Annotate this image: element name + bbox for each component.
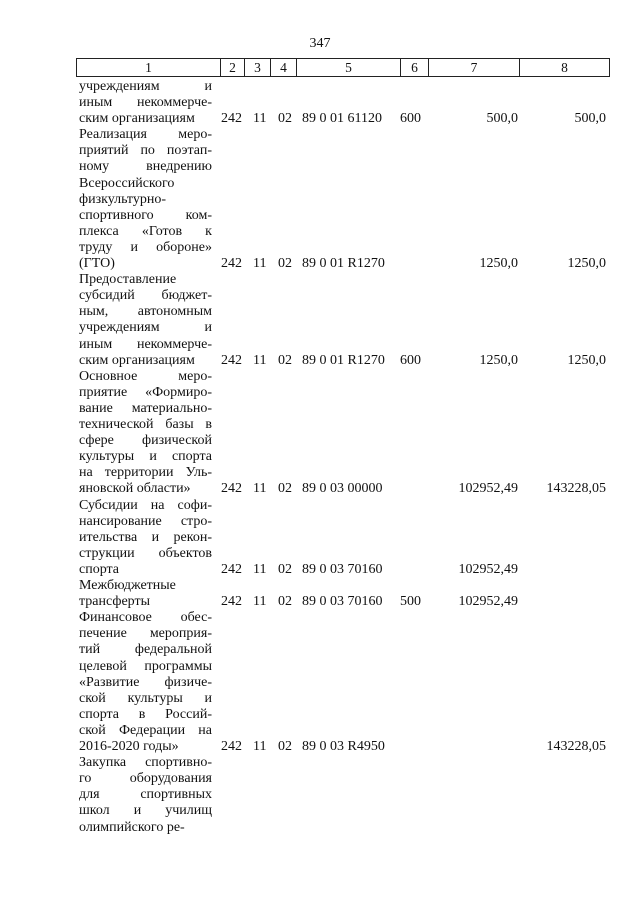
description-line: 2016-2020 годы» [79,739,179,755]
description-line: иным некоммерче- [79,95,212,111]
description-line: целевой программы [79,658,212,674]
description-line: Предоставление [79,272,177,288]
column-header-7: 7 [428,59,519,76]
description-line: ительства и рекон- [79,529,212,545]
cell-col3: 11 [253,594,267,610]
row-description [79,755,212,835]
cell-col3: 11 [253,481,267,497]
cell-col5: 89 0 03 70160 [302,594,383,610]
row-description [79,79,212,127]
description-line: субсидий бюджет- [79,288,212,304]
cell-col2: 242 [221,352,242,368]
cell-col4: 02 [278,481,292,497]
column-header-1: 1 [145,60,152,75]
description-line: спорта [79,561,120,577]
description-line: яновской области» [79,481,191,497]
cell-col2: 242 [221,481,242,497]
description-line: ским организациям [79,111,195,127]
description-line: сфере физической [79,433,212,449]
row-description [79,127,212,272]
column-header-5: 5 [296,59,400,76]
cell-col5: 89 0 01 61120 [302,111,382,127]
description-line: на территории Уль- [79,465,212,481]
description-line: физкультурно- [79,191,167,207]
row-description [79,578,212,610]
row-description [79,369,212,498]
cell-col3: 11 [253,352,267,368]
description-line: приятий по поэтап- [79,143,212,159]
cell-col2: 242 [221,256,242,272]
description-line: культуры и спорта [79,449,212,465]
cell-col4: 02 [278,256,292,272]
cell-col4: 02 [278,561,292,577]
description-line: спортивного ком- [79,207,212,223]
description-line: нансирование стро- [79,513,212,529]
description-line: школ и училищ [79,803,212,819]
description-line: Основное меро- [79,368,212,384]
description-line: иным некоммерче- [79,336,212,352]
cell-col3: 11 [253,256,267,272]
cell-col7: 1250,0 [479,256,518,272]
cell-col4: 02 [278,594,292,610]
cell-col4: 02 [278,352,292,368]
cell-col6: 600 [400,352,421,368]
cell-col8: 143228,05 [546,481,606,497]
cell-col4: 02 [278,739,292,755]
cell-col6: 500 [400,594,421,610]
description-line: для спортивных [79,787,212,803]
description-line: трансферты [79,594,151,610]
cell-col8: 1250,0 [567,256,606,272]
description-line: ному внедрению [79,159,212,175]
cell-col5: 89 0 01 R1270 [302,256,385,272]
description-line: учреждениям и [79,320,212,336]
description-line: вание материально- [79,400,212,416]
column-header-3: 3 [244,59,270,76]
description-line: тий федеральной [79,642,212,658]
cell-col3: 11 [253,739,267,755]
page-number: 347 [309,36,331,51]
description-line: труду и обороне» [79,239,212,255]
description-line: учреждениям и [79,79,212,94]
cell-col6: 600 [400,111,421,127]
cell-col7: 500,0 [486,111,518,127]
cell-col7: 102952,49 [458,561,518,577]
description-line: (ГТО) [79,256,115,272]
cell-col7: 102952,49 [458,594,518,610]
description-line: плекса «Готов к [79,223,212,239]
row-description [79,272,212,369]
cell-col8: 1250,0 [567,352,606,368]
cell-col5: 89 0 03 70160 [302,561,383,577]
cell-col5: 89 0 03 R4950 [302,739,385,755]
column-header-6: 6 [400,59,428,76]
column-header-2: 2 [220,59,244,76]
column-header-4: 4 [270,59,296,76]
cell-col7: 1250,0 [479,352,518,368]
cell-col4: 02 [278,111,292,127]
description-line: ской культуры и [79,690,212,706]
cell-col5: 89 0 03 00000 [302,481,383,497]
cell-col2: 242 [221,561,242,577]
description-line: Реализация меро- [79,127,212,143]
row-description [79,610,212,755]
description-line: го оборудования [79,771,212,787]
description-line: Закупка спортивно- [79,755,212,771]
cell-col2: 242 [221,111,242,127]
description-line: Межбюджетные [79,578,176,594]
description-line: Субсидии на софи- [79,497,212,513]
description-line: «Развитие физиче- [79,674,212,690]
description-line: Всероссийского [79,175,175,191]
description-line: струкции объектов [79,545,212,561]
row-description [79,498,212,578]
description-line: ским организациям [79,352,195,368]
description-line: технической базы в [79,417,212,433]
description-line: олимпийского ре- [79,819,185,835]
description-line: ным, автономным [79,304,212,320]
description-line: Финансовое обес- [79,610,212,626]
cell-col2: 242 [221,594,242,610]
cell-col3: 11 [253,111,267,127]
cell-col7: 102952,49 [458,481,518,497]
description-line: ской Федерации на [79,722,212,738]
description-line: печение мероприя- [79,626,212,642]
cell-col8: 143228,05 [546,739,606,755]
cell-col2: 242 [221,739,242,755]
column-header-8: 8 [519,59,609,76]
description-line: спорта в Россий- [79,706,212,722]
cell-col3: 11 [253,561,267,577]
description-line: приятие «Формиро- [79,384,212,400]
cell-col5: 89 0 01 R1270 [302,352,385,368]
cell-col8: 500,0 [574,111,606,127]
